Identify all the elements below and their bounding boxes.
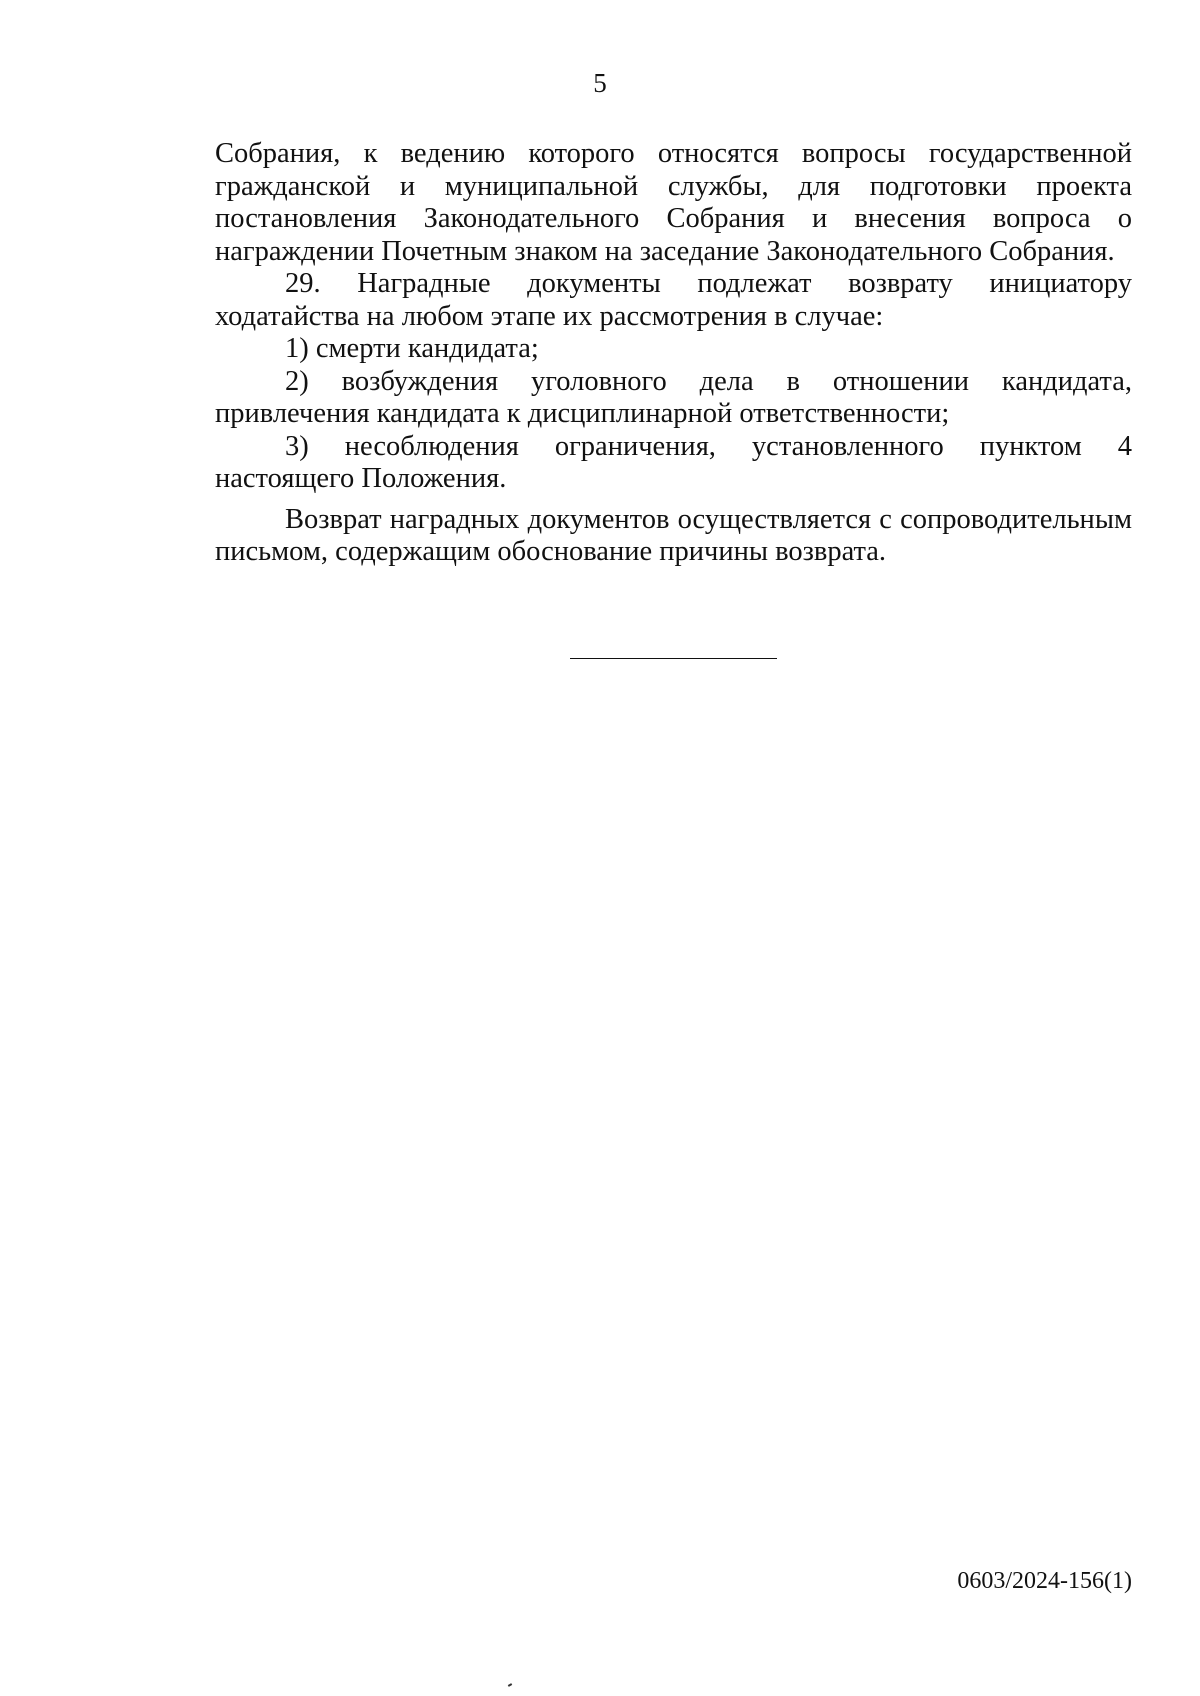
paragraph-29-line-1: 29. Наградные документы подлежат возврату инициатору (285, 268, 1132, 299)
paragraph-29-line-2: ходатайства на любом этапе их рассмотрения в случае: (215, 300, 884, 332)
document-body (215, 138, 1132, 569)
paragraph-return-line-1: Возврат наградных документов осуществляется с сопроводительным (285, 503, 1132, 535)
list-item-2-line-1: 2) возбуждения уголовного дела в отношении кандидата, (285, 365, 1132, 397)
paragraph-return-line-2: письмом, содержащим обоснование причины возврата. (215, 536, 887, 567)
list-item-2-line-2: привлечения кандидата к дисциплинарной ответственности; (215, 398, 950, 429)
paragraph-intro-line-1: Собрания, к ведению которого относятся вопросы государственной (215, 138, 1132, 169)
scan-mark (508, 1683, 512, 1687)
list-item-3-line-2: настоящего Положения. (215, 463, 507, 494)
paragraph-intro-line-2: гражданской и муниципальной службы, для подготовки проекта (215, 170, 1132, 202)
paragraph-intro-line-3: постановления Законодательного Собрания и внесения вопроса о (215, 203, 1132, 234)
paragraph-intro-line-4: награждении Почетным знаком на заседание Законодательного Собрания. (215, 235, 1115, 267)
document-code: 0603/2024-156(1) (957, 1568, 1132, 1594)
list-item-1: 1) смерти кандидата; (285, 333, 539, 364)
page-number: 5 (593, 68, 607, 98)
list-item-3-line-1: 3) несоблюдения ограничения, установленного пунктом 4 (285, 430, 1132, 462)
closing-divider-line (570, 658, 777, 659)
